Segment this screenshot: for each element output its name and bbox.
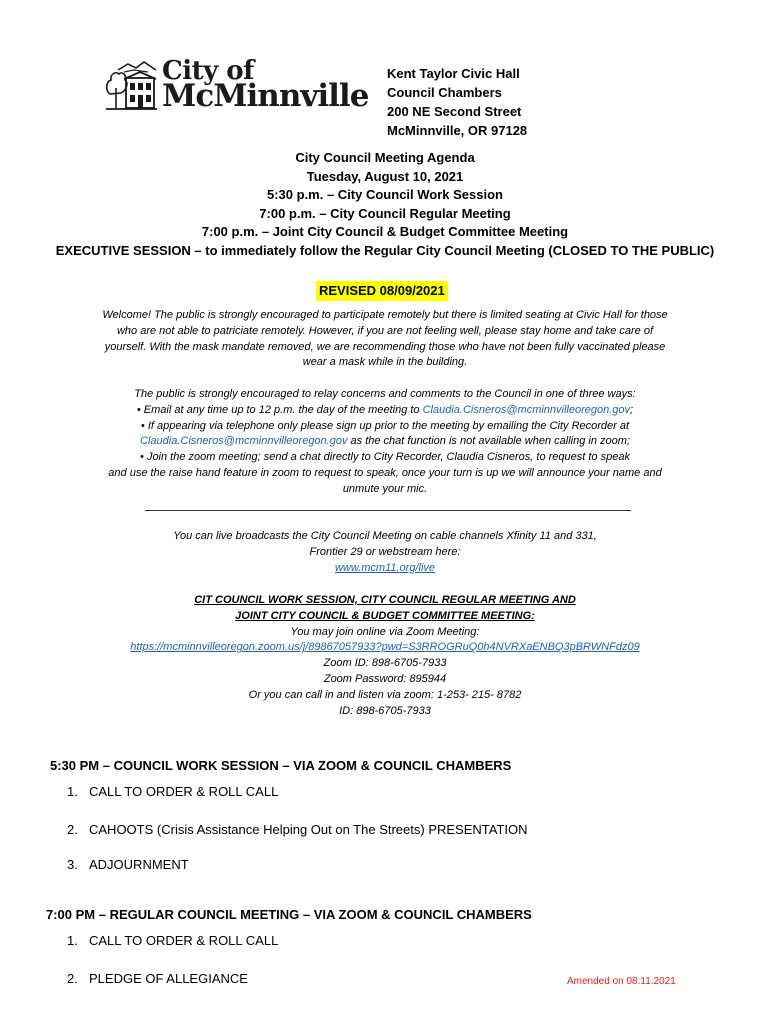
comment-phone-note: as the chat function is not available when calling in zoom;	[347, 435, 630, 448]
recorder-email-link-2[interactable]: Claudia.Cisneros@mcminnvilleoregon.gov	[140, 435, 348, 448]
agenda-date: Tuesday, August 10, 2021	[306, 168, 464, 184]
logo-name-text: McMinnville	[162, 78, 369, 114]
section-divider	[145, 510, 631, 511]
comment-phone-option: • If appearing via telephone only please sign up prior to the meeting by emailing the City Recorder at	[140, 419, 630, 432]
comment-email-punct: ;	[630, 403, 634, 416]
address-line-room: Council Chambers	[387, 85, 502, 100]
zoom-call-id: ID: 898-6705-7933	[339, 704, 431, 717]
comment-zoom-option: • Join the zoom meeting; send a chat directly to City Recorder, Claudia Cisneros, to request to speak	[140, 451, 630, 464]
item-number: 1.	[67, 784, 78, 799]
item-label: CAHOOTS (Crisis Assistance Helping Out on The Streets) PRESENTATION	[89, 822, 528, 837]
agenda-regular-meeting-time: 7:00 p.m. – City Council Regular Meeting	[259, 205, 511, 221]
agenda-title: City Council Meeting Agenda	[295, 150, 475, 165]
work-session-heading: 5:30 PM – COUNCIL WORK SESSION – VIA ZOOM & COUNCIL CHAMBERS	[50, 758, 512, 773]
item-number: 1.	[67, 933, 78, 948]
comment-zoom-detail-end: unmute your mic.	[342, 482, 428, 495]
webstream-link[interactable]: www.mcm11.org/live	[334, 561, 436, 574]
regular-meeting-heading: 7:00 PM – REGULAR COUNCIL MEETING – VIA ZOOM & COUNCIL CHAMBERS	[46, 907, 532, 922]
item-label: CALL TO ORDER & ROLL CALL	[89, 933, 279, 948]
comment-zoom-detail: and use the raise hand feature in zoom to request to speak, once your turn is up we will announce your name and	[108, 466, 662, 479]
comment-phone-email-line	[60, 434, 710, 450]
list-item	[67, 932, 278, 950]
item-number: 2.	[67, 971, 78, 986]
item-label: PLEDGE OF ALLEGIANCE	[89, 971, 248, 986]
zoom-password: Zoom Password: 895944	[323, 672, 447, 685]
welcome-line: yourself. With the mask mandate removed, we are recommending those who have not been fully vaccinated please	[104, 340, 666, 353]
welcome-line: who are not able to patriciate remotely. However, if you are not feeling well, please stay home and take care of	[116, 324, 654, 337]
agenda-header	[0, 149, 770, 261]
zoom-meeting-info	[60, 593, 710, 719]
zoom-meeting-link[interactable]: https://mcminnvilleoregon.zoom.us/j/89867057933?pwd=S3RROGRuQ0h4NVRXaENBQ3pBRWNFdz09	[130, 641, 640, 654]
address-line-city: McMinnville, OR 97128	[387, 123, 528, 138]
broadcast-line: You can live broadcasts the City Council Meeting on cable channels Xfinity 11 and 331,	[173, 530, 597, 542]
agenda-joint-meeting-time: 7:00 p.m. – Joint City Council & Budget Committee Meeting	[201, 224, 569, 240]
zoom-call-in: Or you can call in and listen via zoom: 1-253- 215- 8782	[248, 688, 522, 701]
zoom-join-text: You may join online via Zoom Meeting:	[290, 625, 480, 638]
welcome-notice	[60, 308, 710, 371]
zoom-meeting-id: Zoom ID: 898-6705-7933	[323, 657, 447, 670]
item-number: 3.	[67, 857, 78, 872]
amended-note: Amended on 08.11.2021	[567, 976, 676, 987]
city-hall-building-icon	[104, 60, 158, 114]
revised-date-badge: REVISED 08/09/2021	[316, 281, 448, 301]
address-block	[387, 64, 527, 140]
list-item	[67, 783, 278, 801]
agenda-executive-session: EXECUTIVE SESSION – to immediately follow the Regular City Council Meeting (CLOSED TO THE PUBLIC)	[55, 242, 715, 258]
broadcast-info	[60, 529, 710, 576]
comment-email-option	[60, 403, 710, 419]
comment-intro: The public is strongly encouraged to relay concerns and comments to the Council in one of three ways:	[134, 388, 636, 400]
list-item	[67, 970, 248, 988]
welcome-line: Welcome! The public is strongly encouraged to participate remotely but there is limited seating at Civic Hall for those	[102, 309, 668, 321]
zoom-heading-line1: CIT COUNCIL WORK SESSION, CITY COUNCIL REGULAR MEETING AND	[194, 594, 576, 606]
item-number: 2.	[67, 822, 78, 837]
recorder-email-link[interactable]: Claudia.Cisneros@mcminnvilleoregon.gov	[422, 403, 631, 416]
public-comment-instructions	[60, 387, 710, 498]
zoom-heading-line2: JOINT CITY COUNCIL & BUDGET COMMITTEE MEETING:	[235, 609, 535, 622]
comment-email-text: • Email at any time up to 12 p.m. the day of the meeting to	[136, 403, 423, 416]
list-item	[67, 821, 528, 839]
city-logo	[104, 58, 374, 114]
address-line-street: 200 NE Second Street	[387, 104, 522, 119]
broadcast-line: Frontier 29 or webstream here:	[309, 545, 461, 558]
address-line-venue: Kent Taylor Civic Hall	[387, 66, 520, 81]
welcome-line: wear a mask while in the building.	[302, 356, 468, 369]
item-label: CALL TO ORDER & ROLL CALL	[89, 784, 279, 799]
logo-city-text: City of	[162, 56, 254, 86]
item-label: ADJOURNMENT	[89, 857, 189, 872]
agenda-work-session-time: 5:30 p.m. – City Council Work Session	[267, 187, 503, 203]
list-item	[67, 856, 189, 874]
